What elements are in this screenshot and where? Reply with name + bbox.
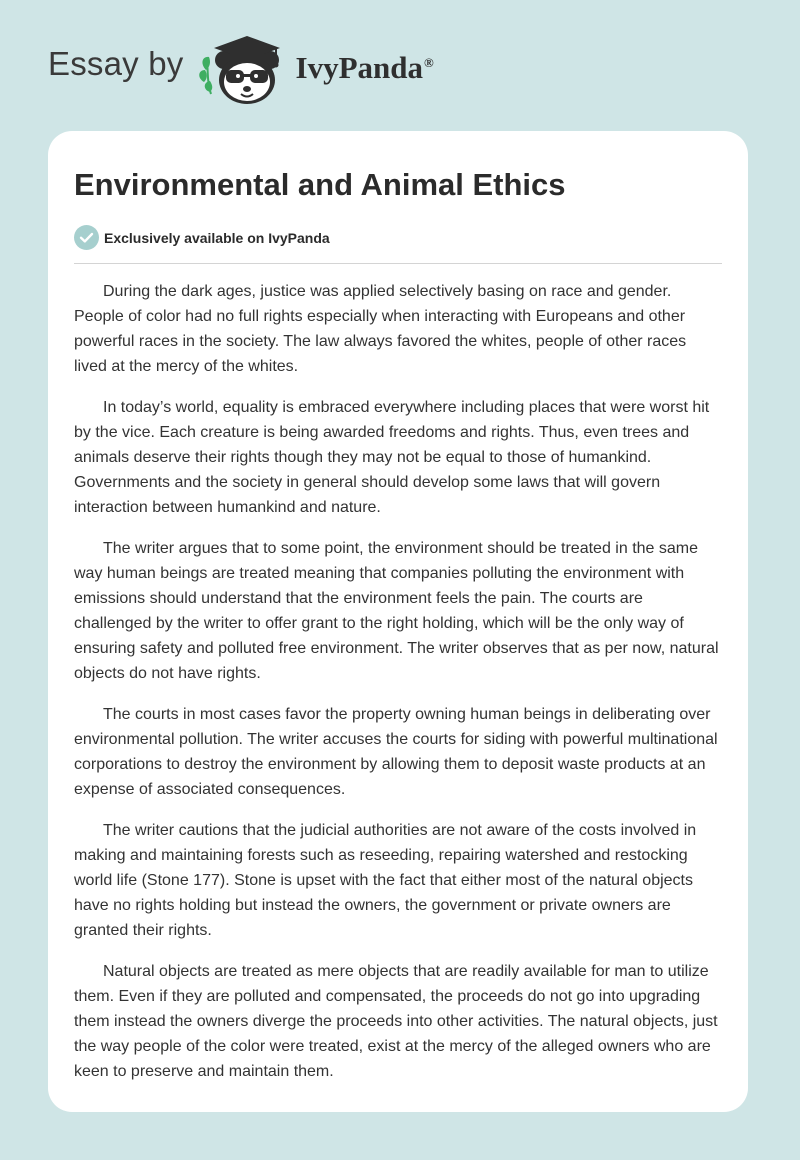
exclusive-badge (74, 225, 722, 250)
registered-mark: ® (423, 54, 434, 70)
paragraph: During the dark ages, justice was applied selectively basing on race and gender. People of color had no full rights especially when interacting with Europeans and other powerful races in the society. The law always favored the whites, people of other races lived at the mercy of the whites. (74, 283, 687, 375)
brand-header (48, 30, 434, 110)
exclusive-label: Exclusively available on IvyPanda (104, 229, 330, 246)
essay-body (74, 264, 722, 1084)
paragraph: The writer argues that to some point, the environment should be treated in the same way human beings are treated meaning that companies polluting the environment with emissions should understand that the environment feels the pain. The courts are challenged by the writer to offer grant to the right holding, which will be the only way of ensuring safety and polluted free environment. The writer observes that as per now, natural objects do not have rights. (74, 540, 719, 682)
brand-prefix: Essay by (48, 45, 184, 82)
page-title: Environmental and Animal Ethics (74, 167, 566, 202)
paragraph: The writer cautions that the judicial authorities are not aware of the costs involved in making and maintaining forests such as reseeding, repairing watershed and restocking world life (Stone 177). Stone is upset with the fact that either most of the natural objects have no rights holding but instead the owners, the government or private owners are granted their rights. (74, 822, 697, 939)
brand-name[interactable]: IvyPanda® (295, 50, 434, 85)
panda-logo-icon[interactable] (196, 30, 292, 110)
check-circle-icon (74, 225, 99, 250)
paragraph: Natural objects are treated as mere objects that are readily available for man to utilize them. Even if they are polluted and compensated, the proceeds do not go into upgrading them instead the owners diverge the proceeds into other activities. The natural objects, just the way people of the color were treated, exist at the mercy of the alleged owners who are keen to preserve and maintain them. (74, 963, 718, 1080)
paragraph: The courts in most cases favor the property owning human beings in deliberating over environmental pollution. The writer accuses the courts for siding with powerful multinational corporations to destroy the environment by allowing them to deposit waste products at an expense of associated consequences. (74, 706, 718, 798)
essay-card (48, 131, 748, 1112)
paragraph: In today’s world, equality is embraced everywhere including places that were worst hit by the vice. Each creature is being awarded freedoms and rights. Thus, even trees and animals deserve their rights though they may not be equal to those of humankind. Governments and the society in general should develop some laws that will govern interaction between humankind and nature. (74, 399, 710, 516)
